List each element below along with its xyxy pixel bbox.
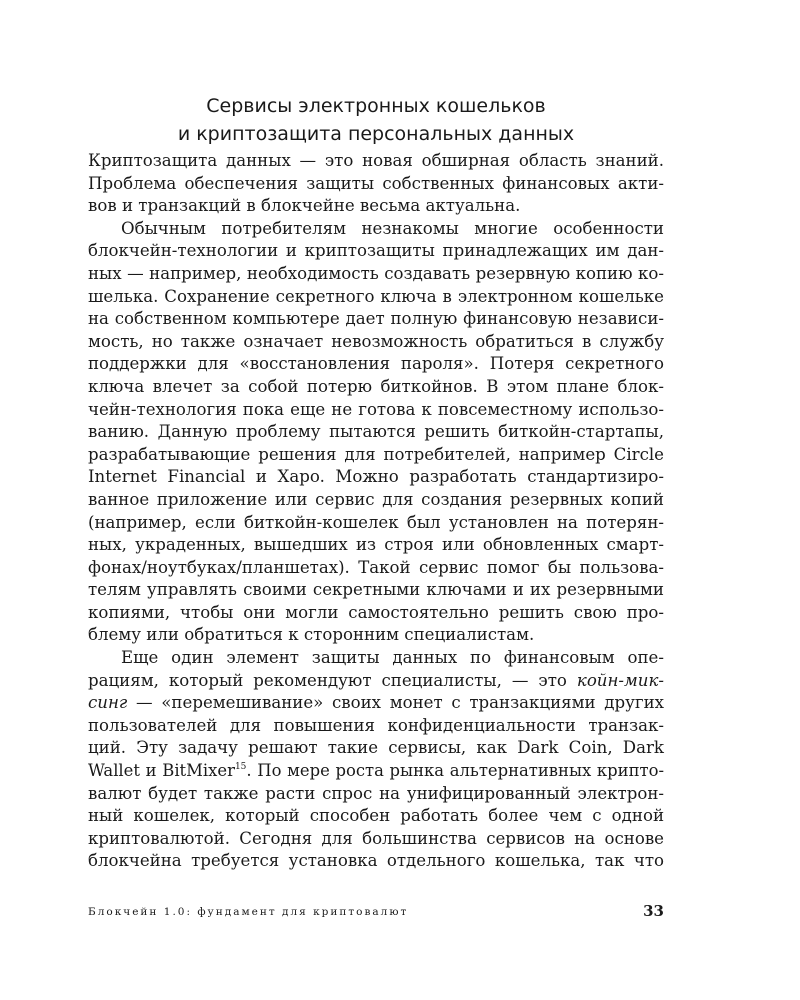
- text-line: блокчейна требуется установка отдельного кошелька, так что: [88, 851, 664, 871]
- text-line: ванное приложение или сервис для создания резервных копий: [88, 489, 664, 509]
- text-line: Обычным потребителям незнакомы многие особенности: [121, 218, 664, 238]
- text-line: чейн-технология пока еще не готова к повсеместному использо-: [88, 399, 664, 419]
- text-segment: — «перемешивание» своих монет с транзакциями других: [136, 693, 664, 713]
- text-line: ключа влечет за собой потерю биткойнов. В этом плане блок-: [88, 376, 664, 396]
- text-line: криптовалютой. Сегодня для большинства сервисов на основе: [88, 828, 664, 848]
- text-line: блему или обратиться к сторонним специалистам.: [88, 625, 535, 645]
- text-line: поддержки для «восстановления пароля». Потеря секретного: [88, 354, 664, 374]
- text-line: разрабатывающие решения для потребителей, например Circle: [88, 444, 664, 464]
- body-text: [88, 150, 664, 873]
- text-line: пользователей для повышения конфиденциальности транзак-: [88, 715, 664, 735]
- section-heading-line-1: Сервисы электронных кошельков: [206, 95, 546, 117]
- text-line: ных, украденных, вышедших из строя или обновленных смарт-: [88, 535, 664, 555]
- italic-term: койн-мик-: [576, 670, 664, 690]
- text-line: ных — например, необходимость создавать резервную копию ко-: [88, 263, 664, 283]
- text-line: на собственном компьютере дает полную финансовую независи-: [88, 309, 664, 329]
- section-heading-line-2: и криптозащита персональных данных: [177, 123, 575, 145]
- text-line: Криптозащита данных — это новая обширная область знаний.: [88, 151, 664, 170]
- footnote-marker[interactable]: 15: [234, 762, 247, 773]
- text-line: валют будет также расти спрос на унифицированный электрон-: [88, 783, 664, 803]
- running-title: Блокчейн 1.0: фундамент для криптовалют: [88, 906, 409, 918]
- text-line: блокчейн-технологии и криптозащиты принадлежащих им дан-: [88, 241, 664, 261]
- text-line: Проблема обеспечения защиты собственных финансовых акти-: [88, 173, 664, 193]
- text-line-mixed: [88, 670, 664, 693]
- text-line: мость, но также означает невозможность обратиться в службу: [88, 331, 664, 351]
- text-line: Еще один элемент защиты данных по финансовым опе-: [121, 648, 664, 668]
- text-line: ный кошелек, который способен работать более чем с одной: [88, 806, 664, 826]
- page-number: 33: [643, 902, 664, 920]
- text-line: шелька. Сохранение секретного ключа в электронном кошельке: [88, 286, 664, 306]
- text-line: (например, если биткойн-кошелек был установлен на потерян-: [88, 512, 664, 532]
- text-line: телям управлять своими секретными ключами и их резервными: [88, 580, 664, 600]
- text-line: копиями, чтобы они могли самостоятельно решить свою про-: [88, 602, 664, 622]
- text-line: Internet Financial и Xapo. Можно разработать стандартизиро-: [88, 467, 664, 487]
- text-segment: рациям, который рекомендуют специалисты, — это: [88, 670, 567, 690]
- text-line: вов и транзакций в блокчейне весьма актуальна.: [88, 196, 521, 216]
- text-line-mixed: [88, 692, 664, 715]
- text-line-mixed: [88, 760, 664, 783]
- text-line: ций. Эту задачу решают такие сервисы, как Dark Coin, Dark: [88, 738, 664, 758]
- text-line: ванию. Данную проблему пытаются решить биткойн-стартапы,: [88, 422, 664, 442]
- section-heading: [88, 92, 664, 148]
- italic-term: синг: [88, 693, 128, 713]
- text-line: фонах/ноутбуках/планшетах). Такой сервис помог бы пользова-: [88, 557, 664, 577]
- text-segment: . По мере роста рынка альтернативных крипто-: [246, 761, 664, 781]
- text-segment: Wallet и BitMixer: [88, 761, 235, 781]
